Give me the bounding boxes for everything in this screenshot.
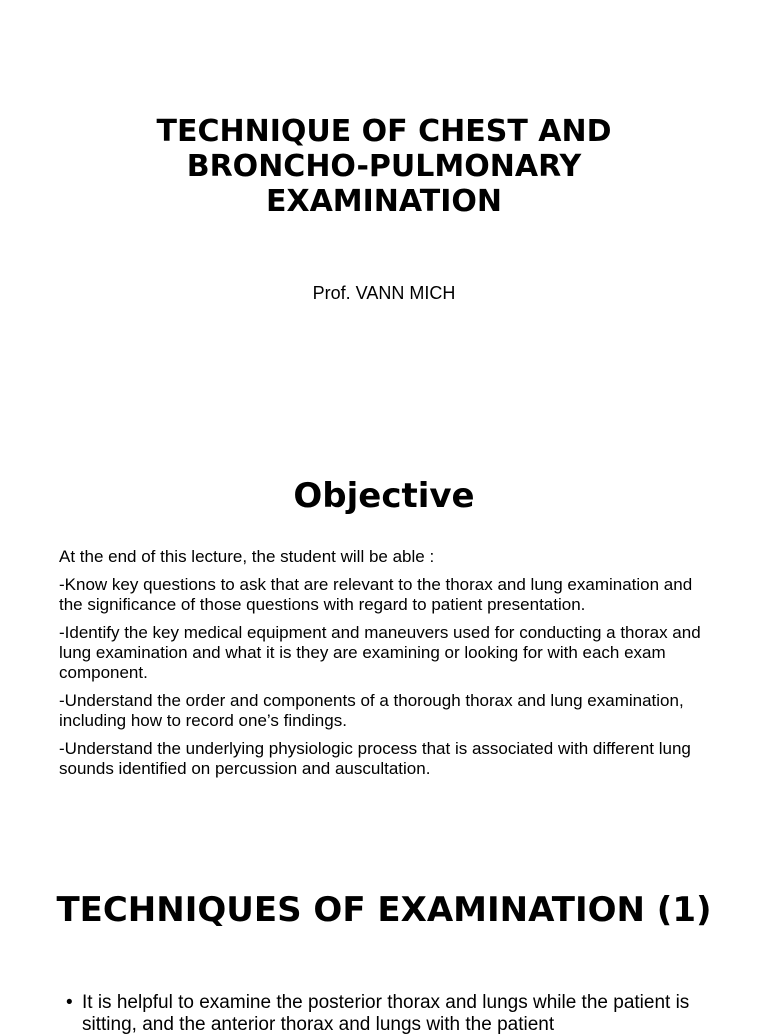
slide-title: Objective — [293, 476, 475, 516]
objective-item: -Understand the order and components of a thorough thorax and lung examination, including how to record one’s findings. — [59, 691, 684, 730]
objective-intro: At the end of this lecture, the student will be able : — [59, 547, 435, 566]
objective-slide — [0, 428, 768, 856]
title-slide — [0, 0, 768, 428]
bullet-icon: • — [66, 992, 73, 1013]
techniques-slide — [0, 856, 768, 1035]
slide-title: TECHNIQUE OF CHEST AND BRONCHO-PULMONARY EXAMINATION — [156, 114, 612, 219]
objective-item: -Understand the underlying physiologic process that is associated with different lung sounds identified on percussion and auscultation. — [59, 739, 691, 778]
slide-title: TECHNIQUES OF EXAMINATION (1) — [56, 890, 712, 930]
slide-body — [59, 547, 714, 787]
objective-item: -Know key questions to ask that are relevant to the thorax and lung examination and the significance of those questions with regard to patient presentation. — [59, 575, 693, 614]
objective-item: -Identify the key medical equipment and maneuvers used for conducting a thorax and lung examination and what it is they are examining or looking for with each exam component. — [59, 623, 701, 682]
list-item — [66, 992, 706, 1036]
slide-subtitle: Prof. VANN MICH — [312, 283, 456, 303]
bullet-list — [66, 992, 706, 1036]
bullet-text: It is helpful to examine the posterior thorax and lungs while the patient is sitting, and the anterior thorax and lungs with the patient — [82, 992, 690, 1035]
